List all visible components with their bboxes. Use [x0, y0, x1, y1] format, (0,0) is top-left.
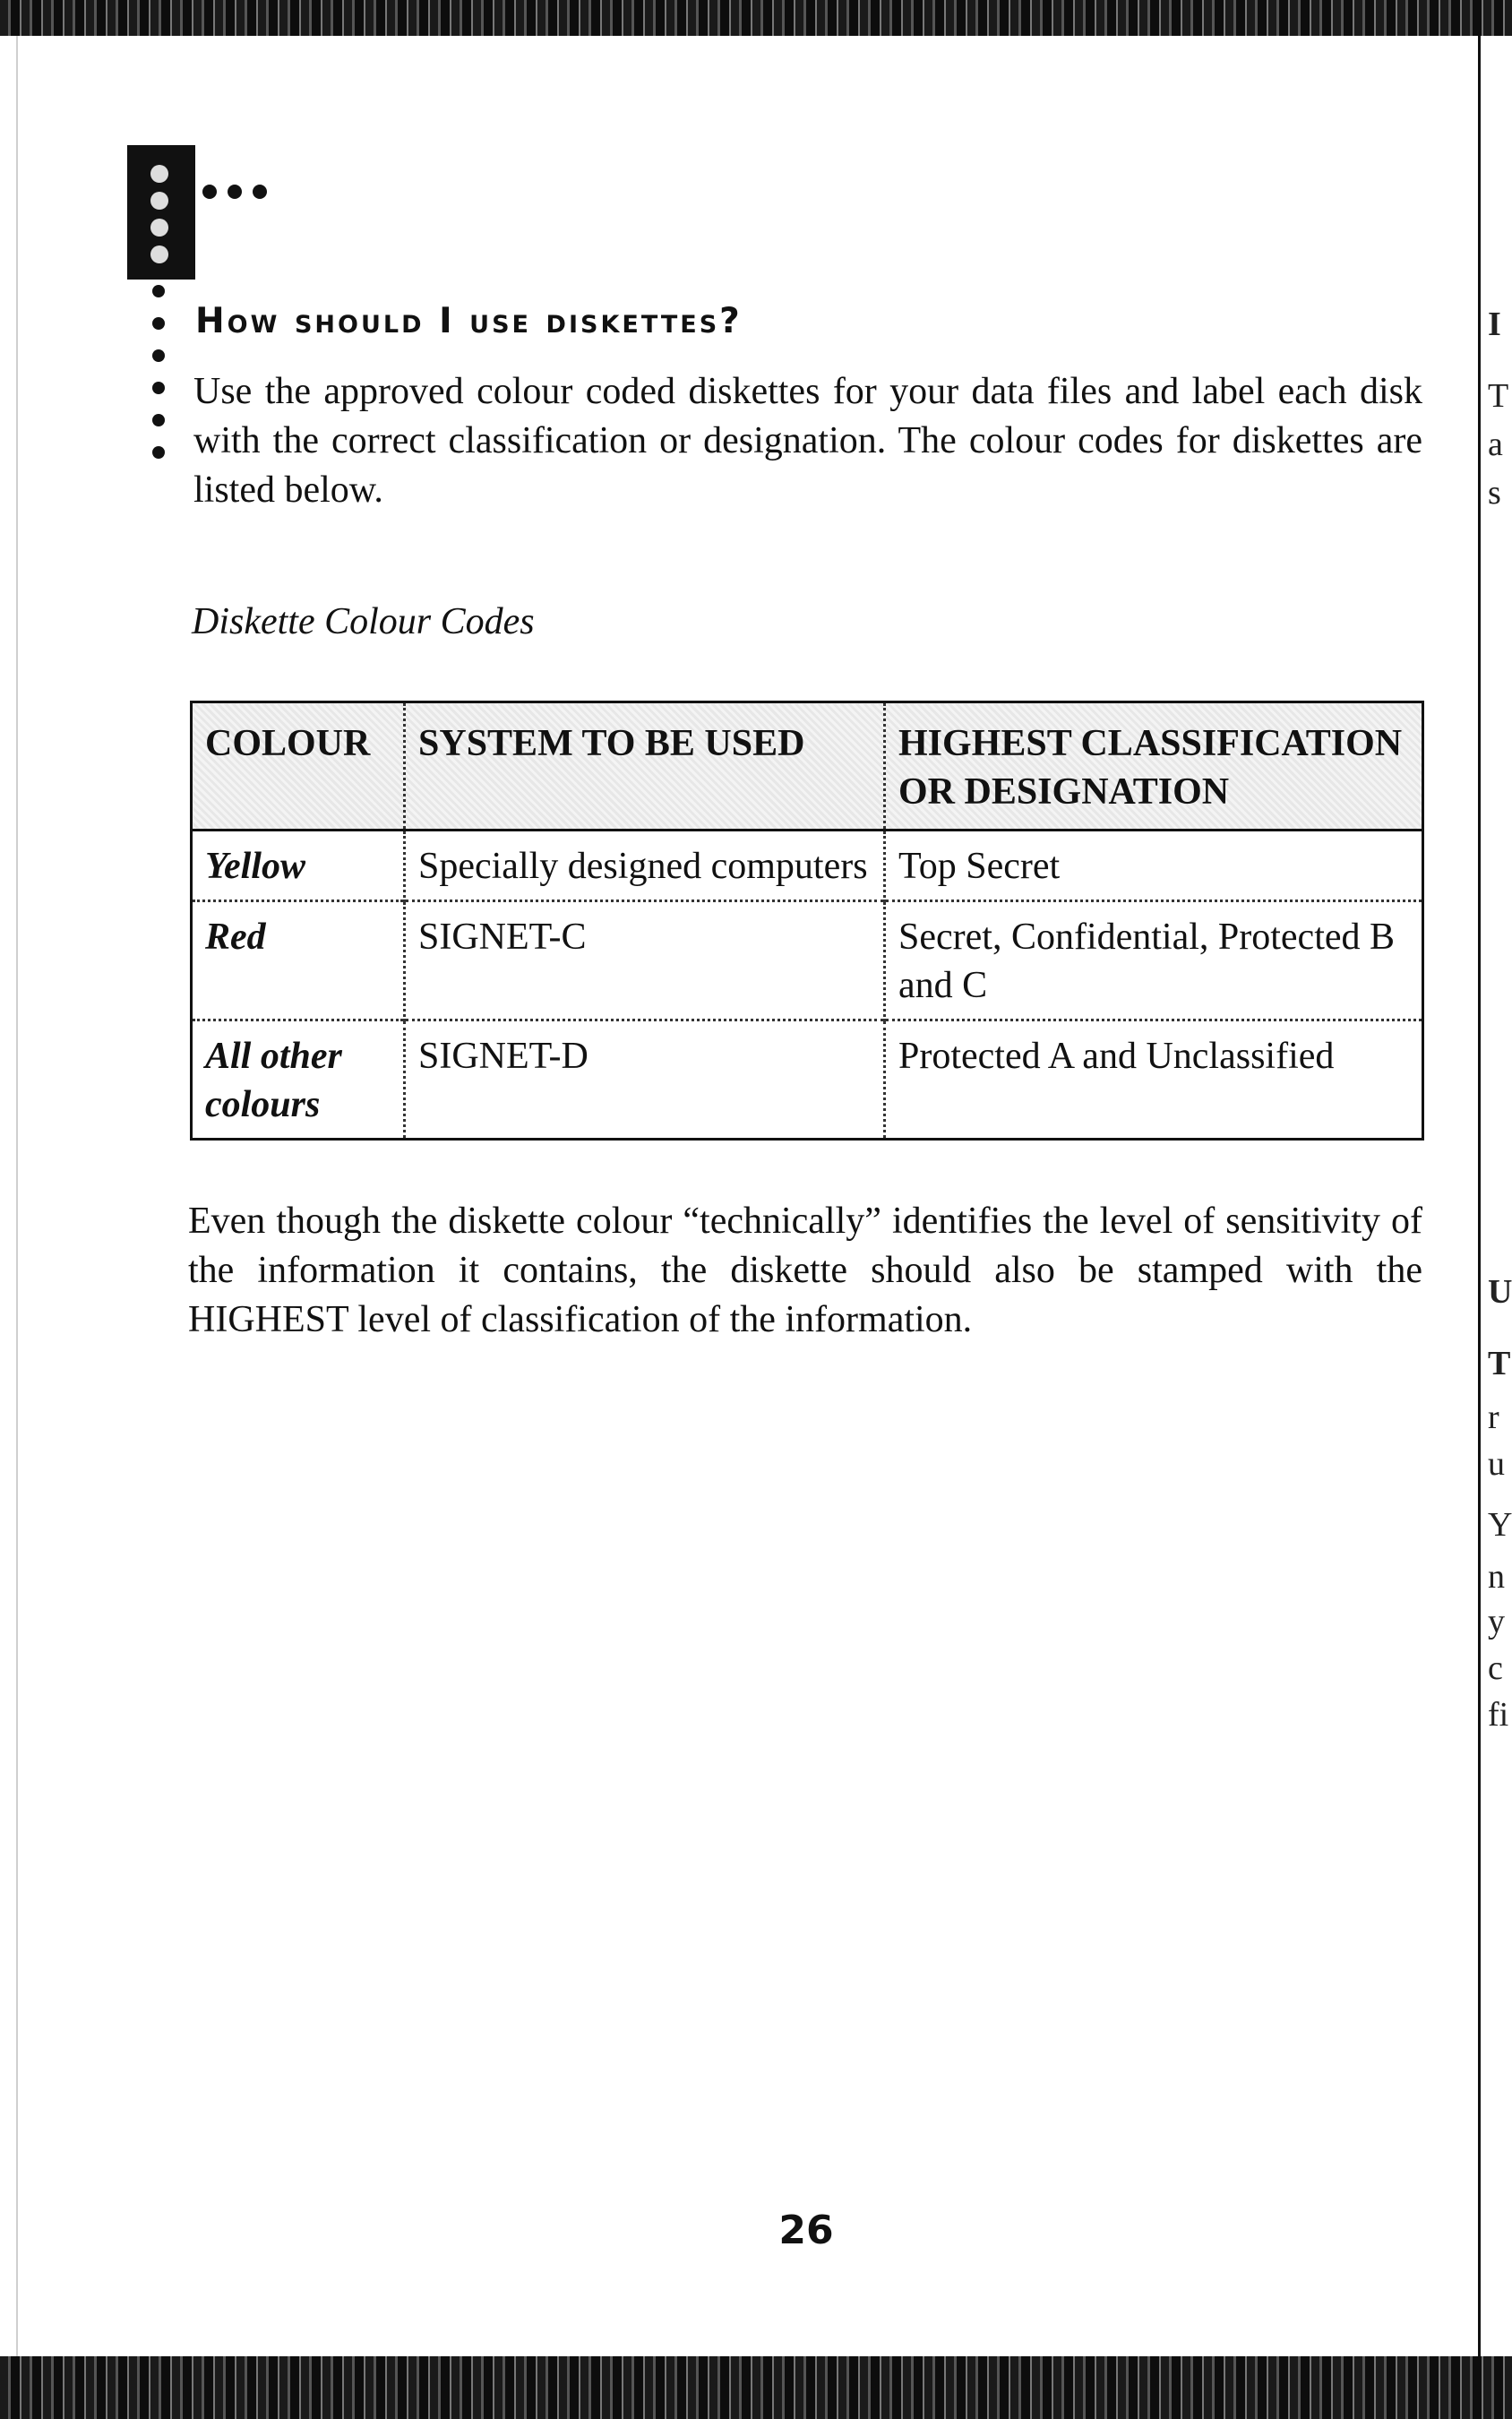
cell-system: SIGNET-D — [405, 1020, 885, 1140]
closing-paragraph: Even though the diskette colour “technically” identifies the level of sensitivity of the information it contains, the diskette should also be stamped with the HIGHEST level of classification of the information. — [188, 1201, 1422, 1340]
header-colour: COLOUR — [192, 702, 405, 831]
cell-classification: Secret, Confidential, Protected B and C — [885, 901, 1423, 1020]
diskette-colour-table — [190, 701, 1424, 1141]
page-number: 26 — [778, 2208, 834, 2253]
gutter-fragment: y — [1488, 1603, 1505, 1640]
gutter-fragment: I — [1488, 306, 1501, 343]
table-row — [192, 1020, 1423, 1140]
scan-border-top — [0, 0, 1512, 36]
cell-system: Specially designed computers — [405, 831, 885, 901]
cell-colour: All other colours — [205, 1036, 342, 1125]
logo-dots-icon — [202, 185, 278, 203]
cell-colour: Yellow — [205, 846, 305, 887]
gutter-fragment: u — [1488, 1445, 1505, 1483]
gutter-fragment: n — [1488, 1558, 1505, 1596]
cell-colour: Red — [205, 917, 266, 958]
gutter-fragment: s — [1488, 474, 1501, 512]
cell-classification: Top Secret — [885, 831, 1423, 901]
gutter-fragment: r — [1488, 1399, 1499, 1436]
cell-classification: Protected A and Unclassified — [885, 1020, 1423, 1140]
header-system: SYSTEM TO BE USED — [405, 702, 885, 831]
table-row — [192, 901, 1423, 1020]
scan-border-bottom — [0, 2356, 1512, 2419]
facing-page-gutter — [1478, 36, 1512, 2356]
intro-paragraph: Use the approved colour coded diskettes for your data files and label each disk with the correct classification or designation. The colour codes for diskettes are listed below. — [193, 371, 1422, 511]
section-logo-icon — [127, 145, 195, 280]
gutter-fragment: Y — [1488, 1506, 1512, 1544]
table-row — [192, 831, 1423, 901]
gutter-fragment: T — [1488, 377, 1509, 415]
page-edge-left — [16, 36, 18, 2356]
gutter-fragment: a — [1488, 426, 1503, 463]
gutter-fragment: T — [1488, 1345, 1511, 1382]
gutter-fragment: fi — [1488, 1696, 1509, 1734]
gutter-fragment: c — [1488, 1649, 1503, 1687]
gutter-fragment: U — [1488, 1273, 1512, 1311]
table-header-row — [192, 702, 1423, 831]
cell-system: SIGNET-C — [405, 901, 885, 1020]
table-caption: Diskette Colour Codes — [192, 601, 535, 642]
section-heading: How should I use diskettes? — [195, 301, 743, 341]
header-classification: HIGHEST CLASSIFICATION OR DESIGNATION — [885, 702, 1423, 831]
